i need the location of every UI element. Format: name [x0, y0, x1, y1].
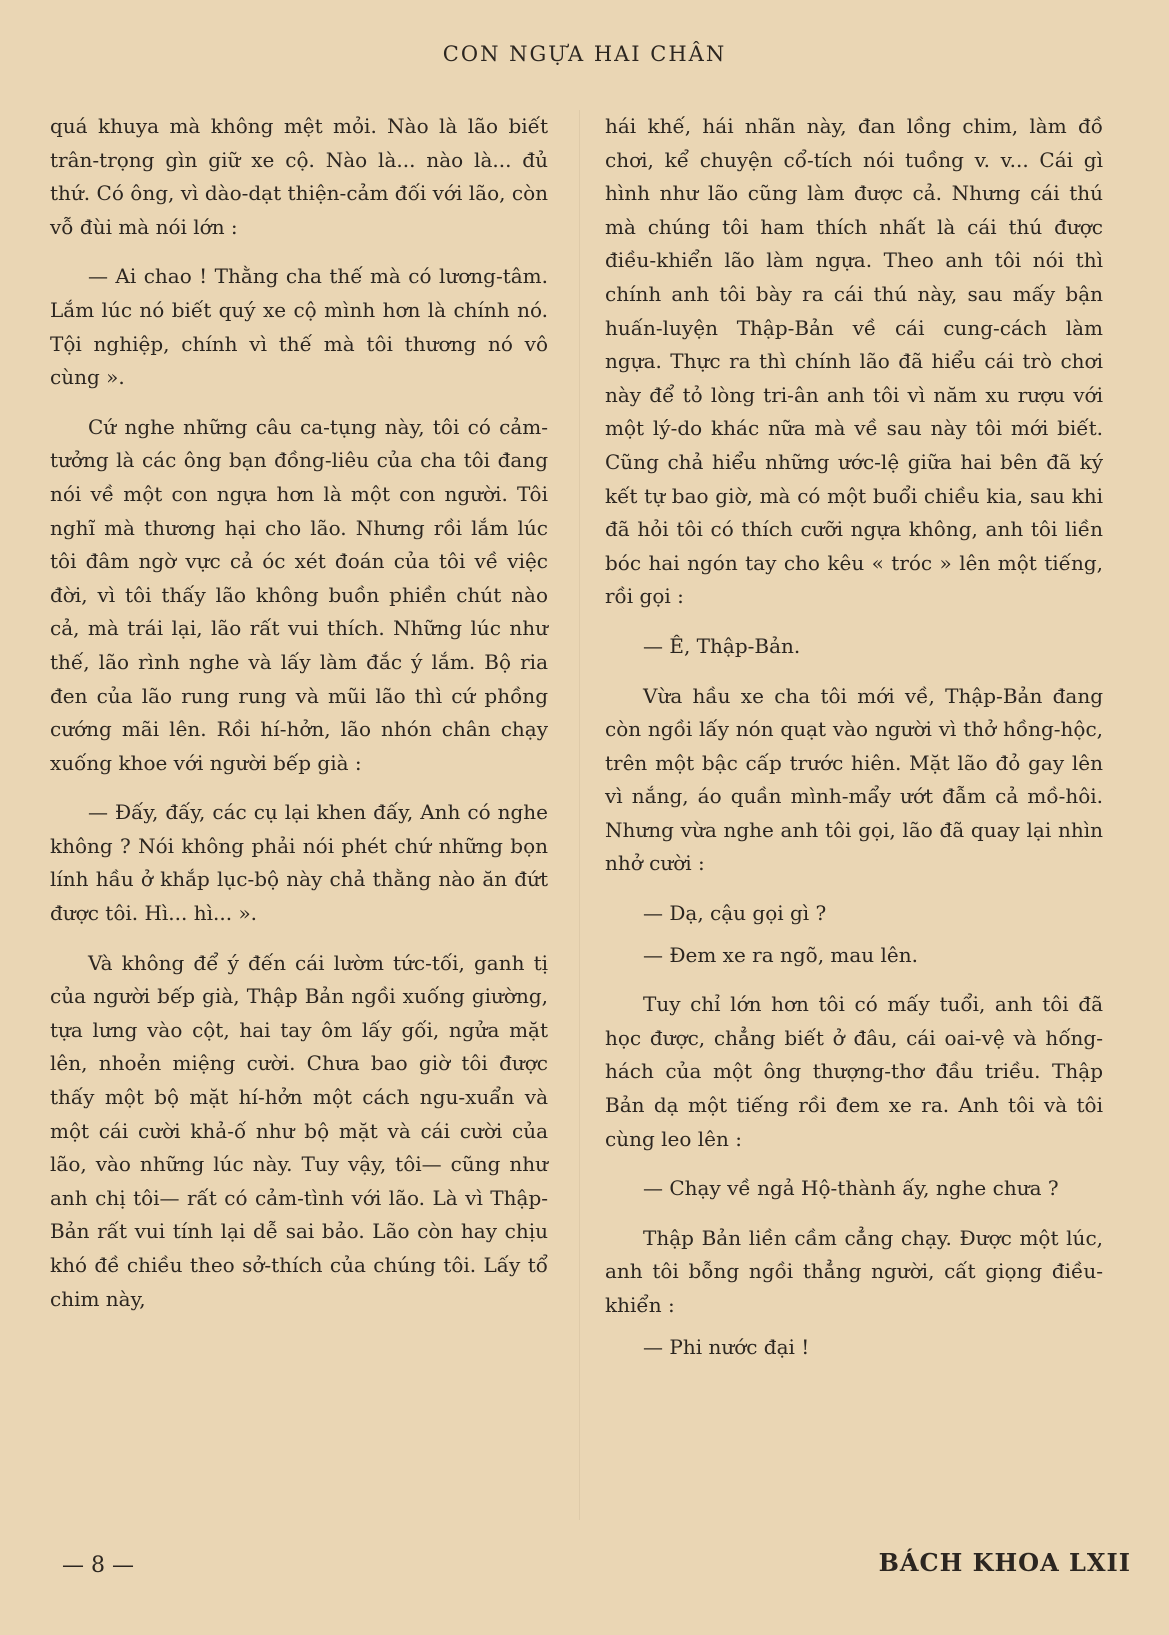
paragraph: — Chạy về ngả Hộ-thành ấy, nghe chưa ? — [643, 1176, 1059, 1201]
right-column — [605, 110, 1103, 1364]
paragraph: — Phi nước đại ! — [643, 1334, 810, 1359]
column-divider — [579, 110, 580, 1520]
paragraph: — Ai chao ! Thằng cha thế mà có lương-tâm. Lắm lúc nó biết quý xe cộ mình hơn là chính nó. Tội nghiệp, chính vì thế mà tôi thương nó vô cùng ». — [50, 264, 548, 390]
paragraph: — Đấy, đấy, các cụ lại khen đấy, Anh có nghe không ? Nói không phải nói phét chứ những bọn lính hầu ở khắp lục-bộ này chả thằng nào ăn đứt được tôi. Hì... hì... ». — [50, 800, 548, 926]
paragraph: — Ê, Thập-Bản. — [643, 633, 801, 658]
paragraph: Cứ nghe những câu ca-tụng này, tôi có cảm-tưởng là các ông bạn đồng-liêu của cha tôi đang nói về một con ngựa hơn là một con người. Tôi nghĩ mà thương hại cho lão. Nhưng rồi lắm lúc tôi đâm ngờ vực cả óc xét đoán của tôi về việc đời, vì tôi thấy lão không buồn phiền chút nào cả, mà trái lại, lão rất vui thích. Những lúc như thế, lão rình nghe và lấy làm đắc ý lắm. Bộ ria đen của lão rung rung và mũi lão thì cứ phồng cướng mãi lên. Rồi hí-hởn, lão nhón chân chạy xuống khoe với người bếp già : — [50, 414, 548, 775]
paragraph: Thập Bản liền cầm cẳng chạy. Được một lúc, anh tôi bỗng ngồi thẳng người, cất giọng điều-khiển : — [605, 1225, 1103, 1317]
paragraph: Tuy chỉ lớn hơn tôi có mấy tuổi, anh tôi đã học được, chẳng biết ở đâu, cái oai-vệ và hống-hách của một ông thượng-thơ đầu triều. Thập Bản dạ một tiếng rồi đem xe ra. Anh tôi và tôi cùng leo lên : — [605, 992, 1103, 1151]
journal-name: BÁCH KHOA LXII — [878, 1548, 1131, 1577]
left-column — [50, 110, 548, 1316]
paragraph: — Đem xe ra ngõ, mau lên. — [643, 942, 919, 967]
page-number: — 8 — — [62, 1553, 134, 1578]
paragraph: hái khế, hái nhãn này, đan lồng chim, làm đồ chơi, kể chuyện cổ-tích nói tuồng v. v... Cái gì hình như lão cũng làm được cả. Nhưng cái thú mà chúng tôi ham thích nhất là cái thú được điều-khiển lão làm ngựa. Theo anh tôi nói thì chính anh tôi bày ra cái thú này, sau mấy bận huấn-luyện Thập-Bản về cái cung-cách làm ngựa. Thực ra thì chính lão đã hiểu cái trò chơi này để tỏ lòng tri-ân anh tôi vì năm xu rượu với một lý-do khác nữa mà về sau này tôi mới biết. Cũng chả hiểu những ước-lệ giữa hai bên đã ký kết tự bao giờ, mà có một buổi chiều kia, sau khi đã hỏi tôi có thích cưỡi ngựa không, anh tôi liền bóc hai ngón tay cho kêu « tróc » lên một tiếng, rồi gọi : — [605, 114, 1103, 609]
running-title: CON NGỰA HAI CHÂN — [442, 42, 727, 66]
paragraph: Và không để ý đến cái lườm tức-tối, ganh tị của người bếp già, Thập Bản ngồi xuống giường, tựa lưng vào cột, hai tay ôm lấy gối, ngửa mặt lên, nhoẻn miệng cười. Chưa bao giờ tôi được thấy một bộ mặt hí-hởn một cách ngu-xuẩn và một cái cười khả-ố như bộ mặt và cái cười của lão, vào những lúc này. Tuy vậy, tôi— cũng như anh chị tôi— rất có cảm-tình với lão. Là vì Thập-Bản rất vui tính lại dễ sai bảo. Lão còn hay chịu khó đề chiều theo sở-thích của chúng tôi. Lấy tổ chim này, — [50, 950, 548, 1311]
paragraph: Vừa hầu xe cha tôi mới về, Thập-Bản đang còn ngồi lấy nón quạt vào người vì thở hồng-hộc, trên một bậc cấp trước hiên. Mặt lão đỏ gay lên vì nắng, áo quần mình-mẩy ướt đẫm cả mồ-hôi. Nhưng vừa nghe anh tôi gọi, lão đã quay lại nhìn nhở cười : — [605, 683, 1103, 876]
paragraph: quá khuya mà không mệt mỏi. Nào là lão biết trân-trọng gìn giữ xe cộ. Nào là... nào là... đủ thứ. Có ông, vì dào-dạt thiện-cảm đối với lão, còn vỗ đùi mà nói lớn : — [50, 114, 548, 239]
paragraph: — Dạ, cậu gọi gì ? — [643, 901, 827, 926]
